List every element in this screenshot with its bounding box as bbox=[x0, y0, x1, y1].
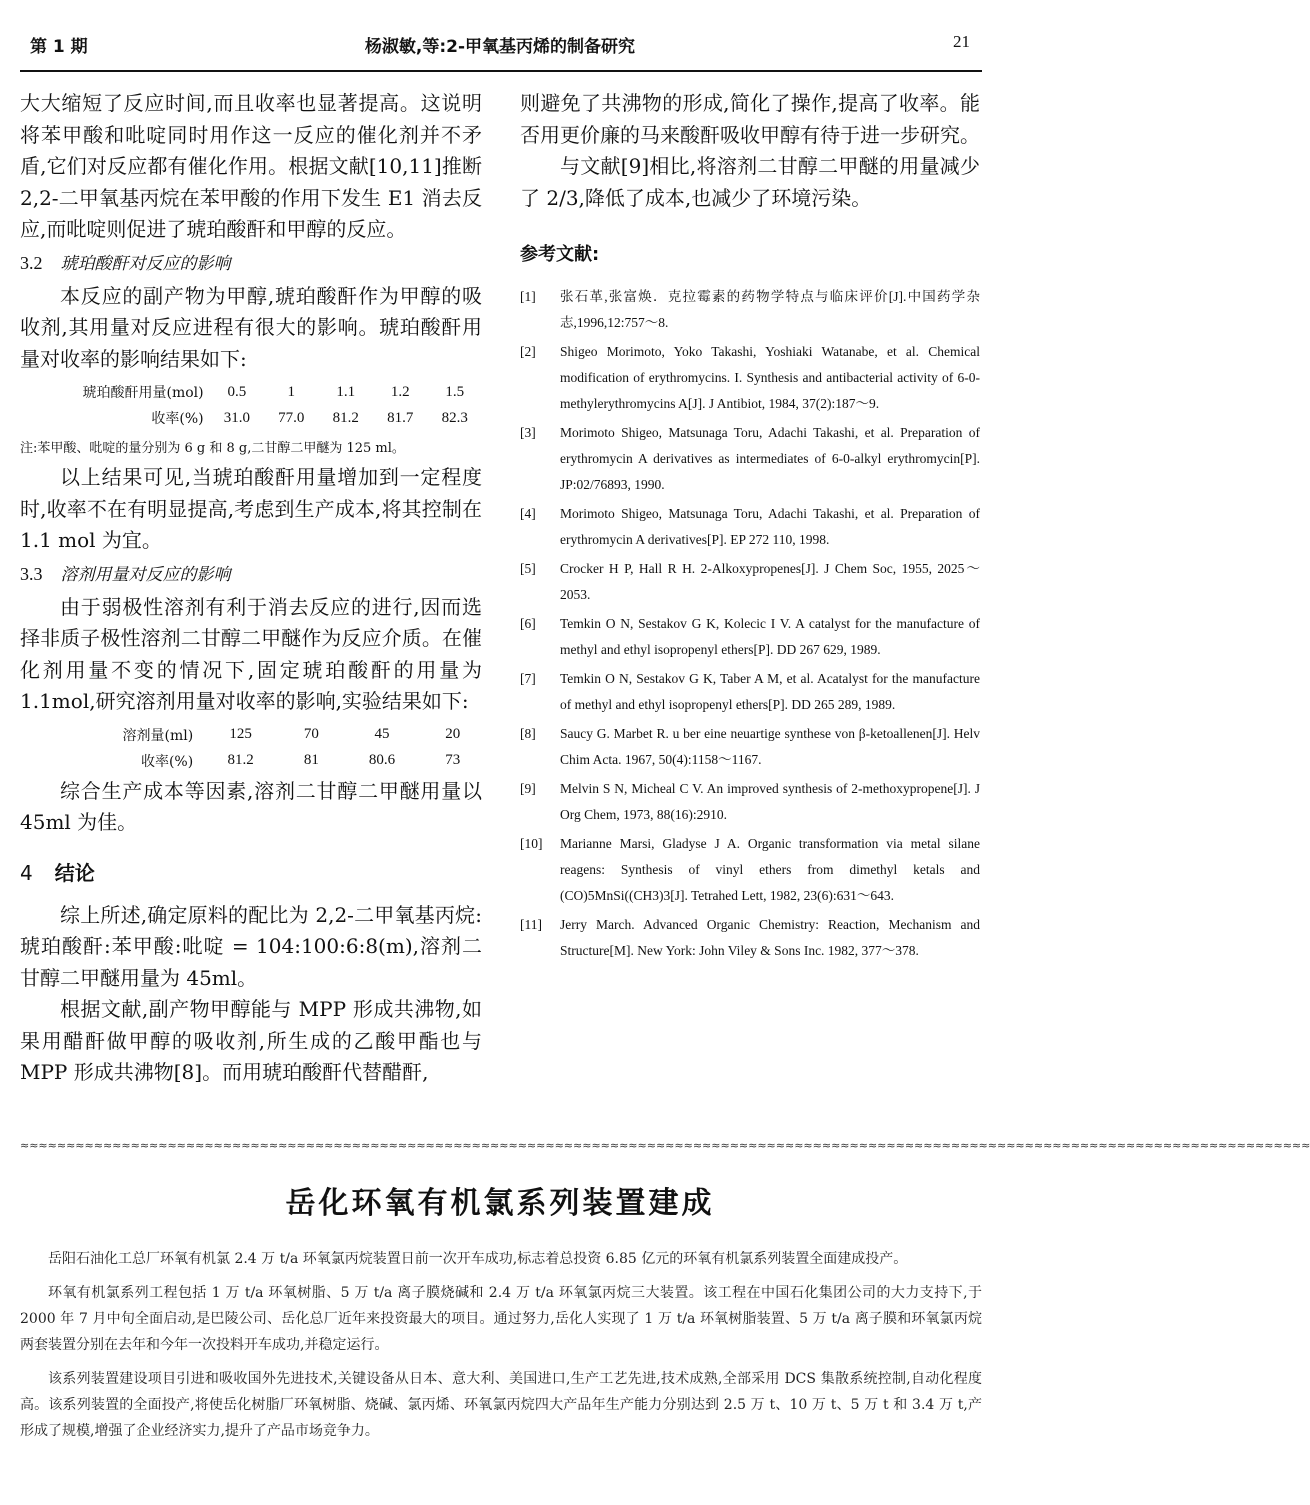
table-cell: 45 bbox=[374, 726, 390, 742]
table-note: 注:苯甲酸、吡啶的量分别为 6 g 和 8 g,二甘醇二甲醚为 125 ml。 bbox=[20, 441, 405, 456]
table-row bbox=[20, 722, 482, 748]
reference-number: [3] bbox=[520, 425, 536, 440]
reference-text: Saucy G. Marbet R. u ber eine neuartige synthese von β-ketoallenen[J]. Helv Chim Acta. 1967, 50(4):1158～1167. bbox=[560, 726, 980, 767]
table-cell: 82.3 bbox=[441, 409, 468, 426]
ornamental-divider: ≈≈≈≈≈≈≈≈≈≈≈≈≈≈≈≈≈≈≈≈≈≈≈≈≈≈≈≈≈≈≈≈≈≈≈≈≈≈≈≈≈≈≈≈≈≈≈≈≈≈≈≈≈≈≈≈≈≈≈≈≈≈≈≈≈≈≈≈≈≈≈≈≈≈≈≈≈≈≈≈≈≈≈≈≈≈≈≈≈≈≈≈≈≈≈≈≈≈≈≈≈≈≈≈≈≈≈≈≈≈≈≈≈≈≈≈≈≈≈≈≈≈≈≈≈≈≈≈≈≈≈≈≈≈≈≈≈≈≈≈ bbox=[20, 1139, 1310, 1152]
table-cell: 81.2 bbox=[332, 409, 359, 426]
table-row bbox=[20, 748, 482, 774]
paragraph-conclusion: 综上所述,确定原料的配比为 2,2-二甲氧基丙烷:琥珀酸酐:苯甲酸:吡啶 = 104:100:6:8(m),溶剂二甘醇二甲醚用量为 45ml。 bbox=[20, 902, 482, 990]
table-row-label: 琥珀酸酐用量(mol) bbox=[82, 385, 204, 401]
reference-text: Melvin S N, Micheal C V. An improved synthesis of 2-methoxypropene[J]. J Org Chem, 1973, 88(16):2910. bbox=[560, 781, 980, 822]
reference-item bbox=[520, 420, 980, 498]
table-row-label: 收率(%) bbox=[140, 753, 194, 770]
reference-number: [9] bbox=[520, 781, 536, 796]
table-cell: 1.5 bbox=[445, 383, 465, 400]
table-row bbox=[20, 405, 482, 431]
anhydride-yield-table bbox=[20, 379, 482, 431]
reference-item bbox=[520, 721, 980, 773]
section-heading-3-3: 3.3 溶剂用量对反应的影响 bbox=[20, 563, 231, 585]
reference-number: [2] bbox=[520, 344, 536, 359]
news-body bbox=[20, 1246, 982, 1452]
table-cell: 31.0 bbox=[223, 409, 250, 426]
reference-item bbox=[520, 611, 980, 663]
reference-number: [4] bbox=[520, 506, 536, 521]
table-row-label: 收率(%) bbox=[151, 411, 204, 427]
reference-item bbox=[520, 666, 980, 718]
running-title: 杨淑敏,等:2-甲氧基丙烯的制备研究 bbox=[364, 37, 636, 57]
solvent-yield-table bbox=[20, 722, 482, 774]
paragraph-solvent: 由于弱极性溶剂有利于消去反应的进行,因而选择非质子极性溶剂二甘醇二甲醚作为反应介质。在催化剂用量不变的情况下,固定琥珀酸酐的用量为 1.1mol,研究溶剂用量对收率的影响,实验结果如下: bbox=[20, 594, 482, 713]
news-paragraph: 岳阳石油化工总厂环氧有机氯 2.4 万 t/a 环氧氯丙烷装置日前一次开车成功,标志着总投资 6.85 亿元的环氧有机氯系列装置全面建成投产。 bbox=[48, 1251, 908, 1267]
reference-number: [10] bbox=[520, 836, 543, 851]
paragraph-continuation: 则避免了共沸物的形成,简化了操作,提高了收率。能否用更价廉的马来酸酐吸收甲醇有待于进一步研究。 bbox=[520, 91, 980, 147]
table-row-label: 溶剂量(ml) bbox=[122, 727, 194, 744]
reference-item bbox=[520, 776, 980, 828]
reference-item bbox=[520, 284, 980, 336]
reference-number: [7] bbox=[520, 671, 536, 686]
table-cell: 81.2 bbox=[227, 752, 254, 768]
reference-item bbox=[520, 339, 980, 417]
paragraph-byproduct: 根据文献,副产物甲醇能与 MPP 形成共沸物,如果用醋酐做甲醇的吸收剂,所生成的乙酸甲酯也与 MPP 形成共沸物[8]。而用琥珀酸酐代替醋酐, bbox=[20, 997, 482, 1084]
reference-number: [1] bbox=[520, 289, 536, 304]
news-paragraph: 环氧有机氯系列工程包括 1 万 t/a 环氧树脂、5 万 t/a 离子膜烧碱和 2.4 万 t/a 环氧氯丙烷三大装置。该工程在中国石化集团公司的大力支持下,于 2000 年 7 月中旬全面启动,是巴陵公司、岳化总厂近年来投资最大的项目。通过努力,岳化人实现了 1 万 t/a 环氧树脂装置、5 万 t/a 离子膜和环氧氯丙烷两套装置分别在去年和今年一次投料开车成功,并稳定运行。 bbox=[20, 1285, 982, 1353]
table-cell: 77.0 bbox=[278, 409, 305, 426]
paragraph-anhydride-result: 以上结果可见,当琥珀酸酐用量增加到一定程度时,收率不在有明显提高,考虑到生产成本,将其控制在 1.1 mol 为宜。 bbox=[20, 465, 482, 552]
reference-list bbox=[520, 284, 980, 964]
paragraph-solvent-result: 综合生产成本等因素,溶剂二甘醇二甲醚用量以 45ml 为佳。 bbox=[20, 778, 482, 834]
reference-item bbox=[520, 912, 980, 964]
news-title: 岳化环氧有机氯系列装置建成 bbox=[285, 1186, 715, 1221]
table-cell: 1.2 bbox=[390, 383, 410, 400]
reference-text: Morimoto Shigeo, Matsunaga Toru, Adachi Takashi, et al. Preparation of erythromycin A derivatives as intermediates of 6-0-alkyl erythromycin[P]. JP:02/76893, 1990. bbox=[560, 425, 980, 492]
table-cell: 125 bbox=[229, 726, 252, 742]
reference-number: [6] bbox=[520, 616, 536, 631]
table-cell: 1 bbox=[287, 383, 296, 400]
reference-text: Jerry March. Advanced Organic Chemistry: Reaction, Mechanism and Structure[M]. New York: John Viley & Sons Inc. 1982, 377～378. bbox=[560, 917, 980, 958]
table-cell: 1.1 bbox=[336, 383, 356, 400]
table-cell: 80.6 bbox=[368, 752, 396, 768]
reference-text: Shigeo Morimoto, Yoko Takashi, Yoshiaki Watanabe, et al. Chemical modification of erythromycins. I. Synthesis and antibacterial activity of 6-0-methylerythromycins A[J]. J Antibiot, 1984, 37(2):187～9. bbox=[560, 344, 980, 411]
section-heading-3-2: 3.2 琥珀酸酐对反应的影响 bbox=[20, 252, 231, 274]
reference-number: [5] bbox=[520, 561, 536, 576]
paragraph-catalyst: 大大缩短了反应时间,而且收率也显著提高。这说明将苯甲酸和吡啶同时用作这一反应的催化剂并不矛盾,它们对反应都有催化作用。根据文献[10,11]推断2,2-二甲氧基丙烷在苯甲酸的作用下发生 E1 消去反应,而吡啶则促进了琥珀酸酐和甲醇的反应。 bbox=[20, 91, 482, 241]
references-heading: 参考文献: bbox=[520, 244, 600, 265]
table-cell: 73 bbox=[445, 752, 461, 768]
reference-text: Crocker H P, Hall R H. 2-Alkoxypropenes[J]. J Chem Soc, 1955, 2025～2053. bbox=[560, 561, 980, 602]
reference-text: 张石革,张富焕．克拉霉素的药物学特点与临床评价[J].中国药学杂志,1996,12:757～8. bbox=[560, 289, 980, 330]
table-cell: 70 bbox=[303, 726, 319, 742]
reference-text: Temkin O N, Sestakov G K, Taber A M, et al. Acatalyst for the manufacture of methyl and ethyl isopropenyl ethers[P]. DD 265 289, 1989. bbox=[560, 671, 980, 712]
left-column bbox=[20, 88, 482, 1089]
header-rule bbox=[20, 70, 982, 72]
paragraph-comparison: 与文献[9]相比,将溶剂二甘醇二甲醚的用量减少了 2/3,降低了成本,也减少了环境污染。 bbox=[520, 154, 980, 210]
section-heading-4: 4 结论 bbox=[20, 860, 95, 885]
reference-text: Marianne Marsi, Gladyse J A. Organic transformation via metal silane reagens: Synthesis of vinyl ethers from dimethyl ketals and (CO)5MnSi((CH3)3[J]. Tetrahed Lett, 1982, 23(6):631～643. bbox=[560, 836, 980, 903]
reference-text: Temkin O N, Sestakov G K, Kolecic I V. A catalyst for the manufacture of methyl and ethyl isopropenyl ethers[P]. DD 267 629, 1989. bbox=[560, 616, 980, 657]
reference-number: [11] bbox=[520, 917, 542, 932]
news-paragraph: 该系列装置建设项目引进和吸收国外先进技术,关键设备从日本、意大利、美国进口,生产工艺先进,技术成熟,全部采用 DCS 集散系统控制,自动化程度高。该系列装置的全面投产,将使岳化树脂厂环氧树脂、烧碱、氯丙烯、环氧氯丙烷四大产品年生产能力分别达到 2.5 万 t、10 万 t、5 万 t 和 3.4 万 t,产形成了规模,增强了企业经济实力,提升了产品市场竞争力。 bbox=[20, 1371, 982, 1439]
table-row bbox=[20, 379, 482, 405]
paragraph-anhydride: 本反应的副产物为甲醇,琥珀酸酐作为甲醇的吸收剂,其用量对反应进程有很大的影响。琥珀酸酐用量对收率的影响结果如下: bbox=[20, 283, 482, 371]
issue-label: 第 1 期 bbox=[30, 37, 88, 57]
reference-item bbox=[520, 831, 980, 909]
table-cell: 81.7 bbox=[387, 409, 414, 426]
right-column bbox=[520, 88, 980, 967]
table-cell: 81 bbox=[303, 752, 319, 768]
reference-item bbox=[520, 556, 980, 608]
page-number: 21 bbox=[953, 32, 970, 51]
reference-text: Morimoto Shigeo, Matsunaga Toru, Adachi Takashi, et al. Preparation of erythromycin A derivatives[P]. EP 272 110, 1998. bbox=[560, 506, 980, 547]
reference-item bbox=[520, 501, 980, 553]
reference-number: [8] bbox=[520, 726, 536, 741]
table-cell: 20 bbox=[445, 726, 461, 742]
table-cell: 0.5 bbox=[227, 383, 247, 400]
